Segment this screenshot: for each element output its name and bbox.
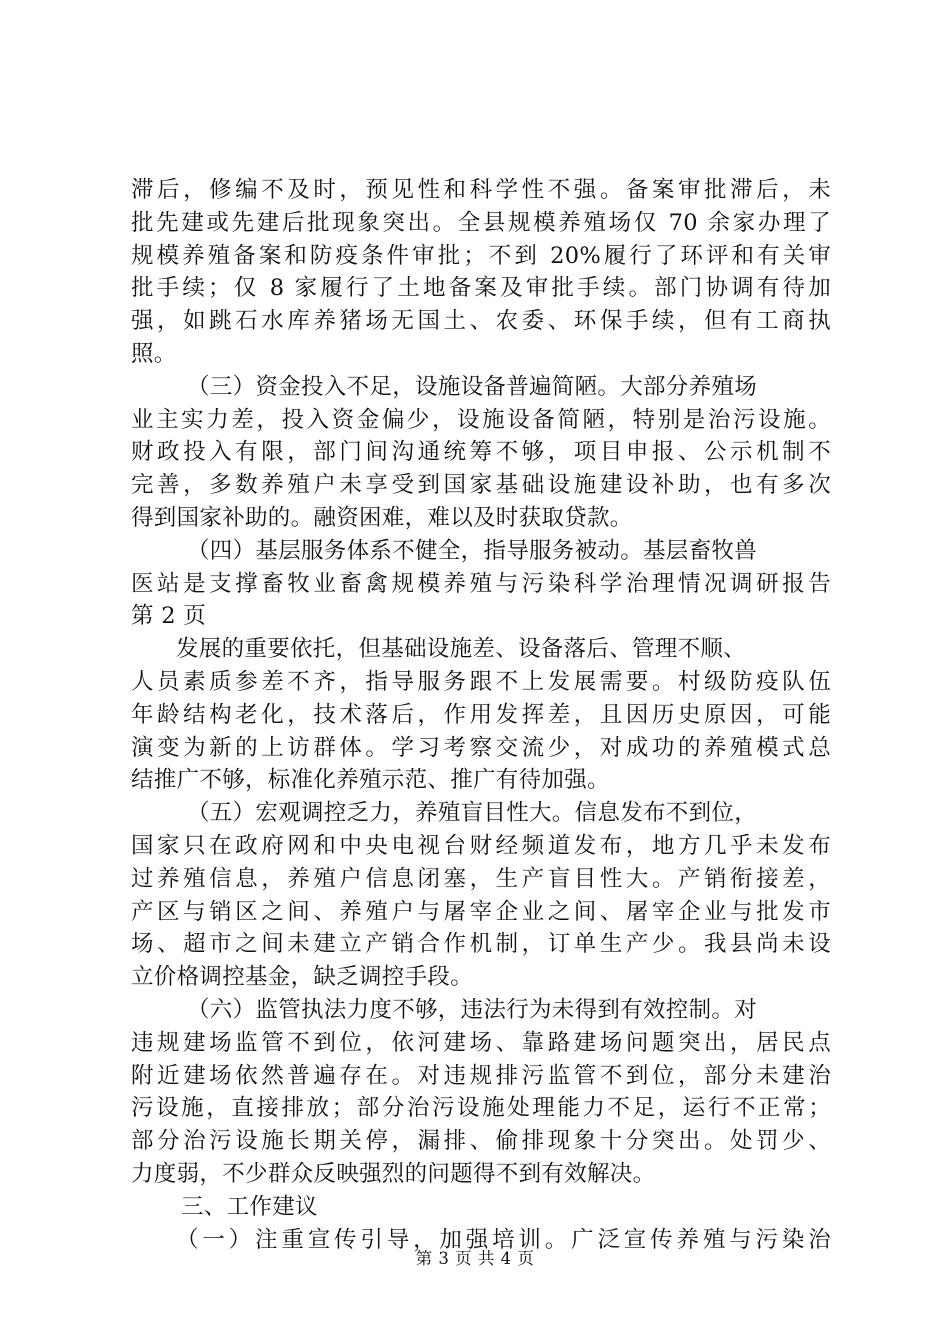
paragraph-heading: （四）基层服务体系不健全，指导服务被动。基层畜牧兽 — [187, 537, 758, 564]
text-line: 年龄结构老化，技术落后，作用发挥差，且因历史原因，可能 — [131, 701, 831, 728]
paragraph-heading: （一）注重宣传引导，加强培训。广泛宣传养殖与污染治 — [176, 1226, 831, 1253]
text-line: 部分治污设施长期关停，漏排、偷排现象十分突出。处罚少、 — [131, 1128, 831, 1155]
text-line: 业主实力差，投入资金偏少，设施设备简陋，特别是治污设施。 — [131, 406, 831, 433]
section-heading: 三、工作建议 — [181, 1193, 318, 1220]
text-line: 国家只在政府网和中央电视台财经频道发布，地方几乎未发布 — [131, 832, 831, 859]
text-line: 过养殖信息，养殖户信息闭塞，生产盲目性大。产销衔接差， — [131, 865, 831, 892]
text-line: 得到国家补助的。融资困难，难以及时获取贷款。 — [131, 504, 633, 531]
text-line: 人员素质参差不齐，指导服务跟不上发展需要。村级防疫队伍 — [131, 668, 831, 695]
text-line: 演变为新的上访群体。学习考察交流少，对成功的养殖模式总 — [131, 734, 831, 761]
text-line: 完善，多数养殖户未享受到国家基础设施建设补助，也有多次 — [131, 472, 831, 499]
text-line: 批手续；仅 8 家履行了土地备案及审批手续。部门协调有待加 — [131, 275, 831, 302]
text-line: 力度弱，不少群众反映强烈的问题得不到有效解决。 — [131, 1160, 656, 1187]
text-line: 污设施，直接排放；部分治污设施处理能力不足，运行不正常； — [131, 1095, 831, 1122]
page-footer: 第 3 页 共 4 页 — [415, 1249, 535, 1268]
document-body — [131, 174, 831, 1256]
text-line: 第 2 页 — [131, 603, 207, 630]
text-line: 违规建场监管不到位，依河建场、靠路建场问题突出，居民点 — [131, 1029, 831, 1056]
text-line: 结推广不够，标准化养殖示范、推广有待加强。 — [131, 767, 610, 794]
text-line: 立价格调控基金，缺乏调控手段。 — [131, 964, 474, 991]
text-line: 批先建或先建后批现象突出。全县规模养殖场仅 70 余家办理了 — [131, 209, 831, 236]
text-line: 规模养殖备案和防疫条件审批；不到 20%履行了环评和有关审 — [131, 242, 831, 269]
text-line: 场、超市之间未建立产销合作机制，订单生产少。我县尚未设 — [131, 931, 831, 958]
text-line: 附近建场依然普遍存在。对违规排污监管不到位，部分未建治 — [131, 1062, 831, 1089]
paragraph-heading: （五）宏观调控乏力，养殖盲目性大。信息发布不到位， — [187, 800, 758, 827]
text-line: 滞后，修编不及时，预见性和科学性不强。备案审批滞后，未 — [131, 177, 831, 203]
text-line: 医站是支撑畜牧业畜禽规模养殖与污染科学治理情况调研报告 — [131, 570, 831, 597]
text-line: 财政投入有限，部门间沟通统筹不够，项目申报、公示机制不 — [131, 439, 831, 466]
paragraph-heading: （六）监管执法力度不够，违法行为未得到有效控制。对 — [187, 996, 758, 1023]
text-line: 产区与销区之间、养殖户与屠宰企业之间、屠宰企业与批发市 — [131, 898, 831, 925]
text-line: 照。 — [131, 340, 177, 367]
text-line: 强，如跳石水库养猪场无国土、农委、环保手续，但有工商执 — [131, 308, 831, 335]
paragraph-heading: （三）资金投入不足，设施设备普遍简陋。大部分养殖场 — [187, 373, 758, 400]
text-line: 发展的重要依托，但基础设施差、设备落后、管理不顺、 — [176, 636, 747, 663]
